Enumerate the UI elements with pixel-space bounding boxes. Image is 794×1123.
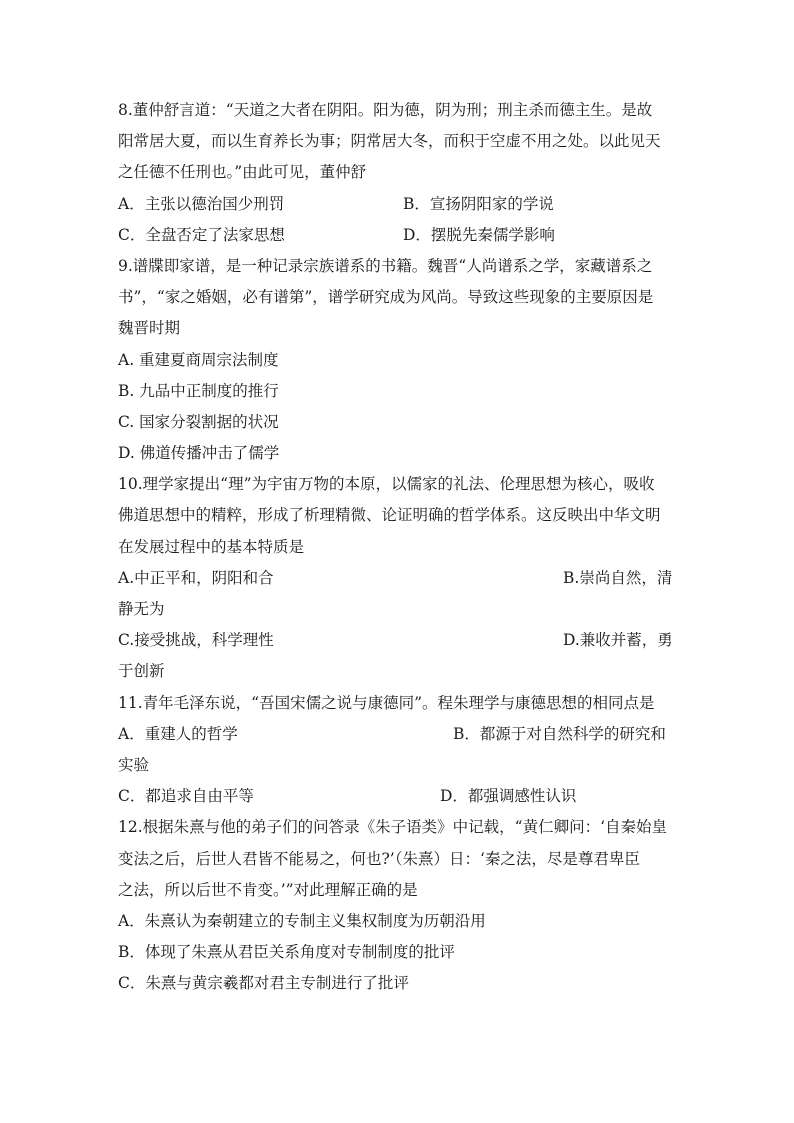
question-stem-line: 10.理学家提出“理”为宇宙万物的本原，以儒家的礼法、伦理思想为核心，吸收: [118, 475, 655, 494]
option-row: [118, 220, 674, 251]
option-a: A.中正平和，阴阳和合: [118, 568, 274, 587]
question-stem-line: 阳常居大夏，而以生育养长为事；阴常居大冬，而积于空虚不用之处。以此见天: [118, 132, 661, 151]
option-c: C.接受挑战，科学理性: [118, 631, 274, 650]
question-stem-line: 佛道思想中的精粹，形成了析理精微、论证明确的哲学体系。这反映出中华文明: [118, 506, 661, 525]
option-row: [118, 563, 674, 594]
option-a: A．朱熹认为秦朝建立的专制主义集权制度为历朝沿用: [118, 911, 486, 930]
option-d: D. 佛道传播冲击了儒学: [118, 444, 280, 463]
question-stem-line: 9.谱牒即家谱，是一种记录宗族谱系的书籍。魏晋“人尚谱系之学，家藏谱系之: [118, 256, 653, 275]
question-12: [118, 812, 674, 999]
option-row: [118, 719, 674, 750]
option-d-continued: 于创新: [118, 662, 165, 681]
option-b-continued: 实验: [118, 755, 150, 774]
option-a: A. 重建夏商周宗法制度: [118, 350, 279, 369]
option-d: D．摆脱先秦儒学影响: [403, 225, 555, 244]
option-row: [118, 625, 674, 656]
option-b: B. 九品中正制度的推行: [118, 381, 279, 400]
question-10: [118, 469, 674, 687]
question-8: [118, 95, 674, 251]
option-d: D．都强调感性认识: [440, 787, 577, 806]
question-stem-line: 8.董仲舒言道：“天道之大者在阴阳。阳为德，阴为刑；刑主杀而德主生。是故: [118, 101, 653, 119]
option-c: C．都追求自由平等: [118, 787, 254, 806]
option-a: A．重建人的哲学: [118, 724, 238, 743]
option-d: D.兼收并蓄，勇: [563, 631, 673, 650]
option-row: [118, 189, 674, 220]
exam-page: [118, 95, 674, 999]
question-stem-line: 书”，“家之婚姻，必有谱第”，谱学研究成为风尚。导致这些现象的主要原因是: [118, 288, 654, 307]
question-stem-line: 12.根据朱熹与他的弟子们的问答录《朱子语类》中记载，“黄仁卿问：‘自秦始皇: [118, 818, 668, 837]
option-c: C．全盘否定了法家思想: [118, 225, 285, 244]
option-a: A．主张以德治国少刑罚: [118, 194, 285, 213]
question-9: [118, 251, 674, 469]
option-b: B．体现了朱熹从君臣关系角度对专制制度的批评: [118, 943, 455, 962]
option-b: B.崇尚自然，清: [563, 568, 673, 587]
option-c: C．朱熹与黄宗羲都对君主专制进行了批评: [118, 974, 409, 993]
option-b-continued: 静无为: [118, 600, 165, 618]
question-11: [118, 688, 674, 813]
option-row: [118, 781, 674, 812]
question-stem-line: 之法，所以后世不肯变。’”对此理解正确的是: [118, 880, 418, 899]
question-stem-line: 魏晋时期: [118, 319, 181, 338]
question-stem-line: 在发展过程中的基本特质是: [118, 537, 305, 556]
question-stem-line: 之任德不任刑也。”由此可见，董仲舒: [118, 163, 367, 182]
option-b: B．宣扬阴阳家的学说: [403, 194, 554, 213]
question-stem-line: 变法之后，后世人君皆不能易之，何也?’（朱熹）日：‘秦之法，尽是尊君卑臣: [118, 849, 640, 868]
option-c: C. 国家分裂割据的状况: [118, 412, 279, 431]
option-b: B．都源于对自然科学的研究和: [453, 724, 666, 743]
question-stem-line: 11.青年毛泽东说，“吾国宋儒之说与康德同”。程朱理学与康德思想的相同点是: [118, 693, 655, 712]
